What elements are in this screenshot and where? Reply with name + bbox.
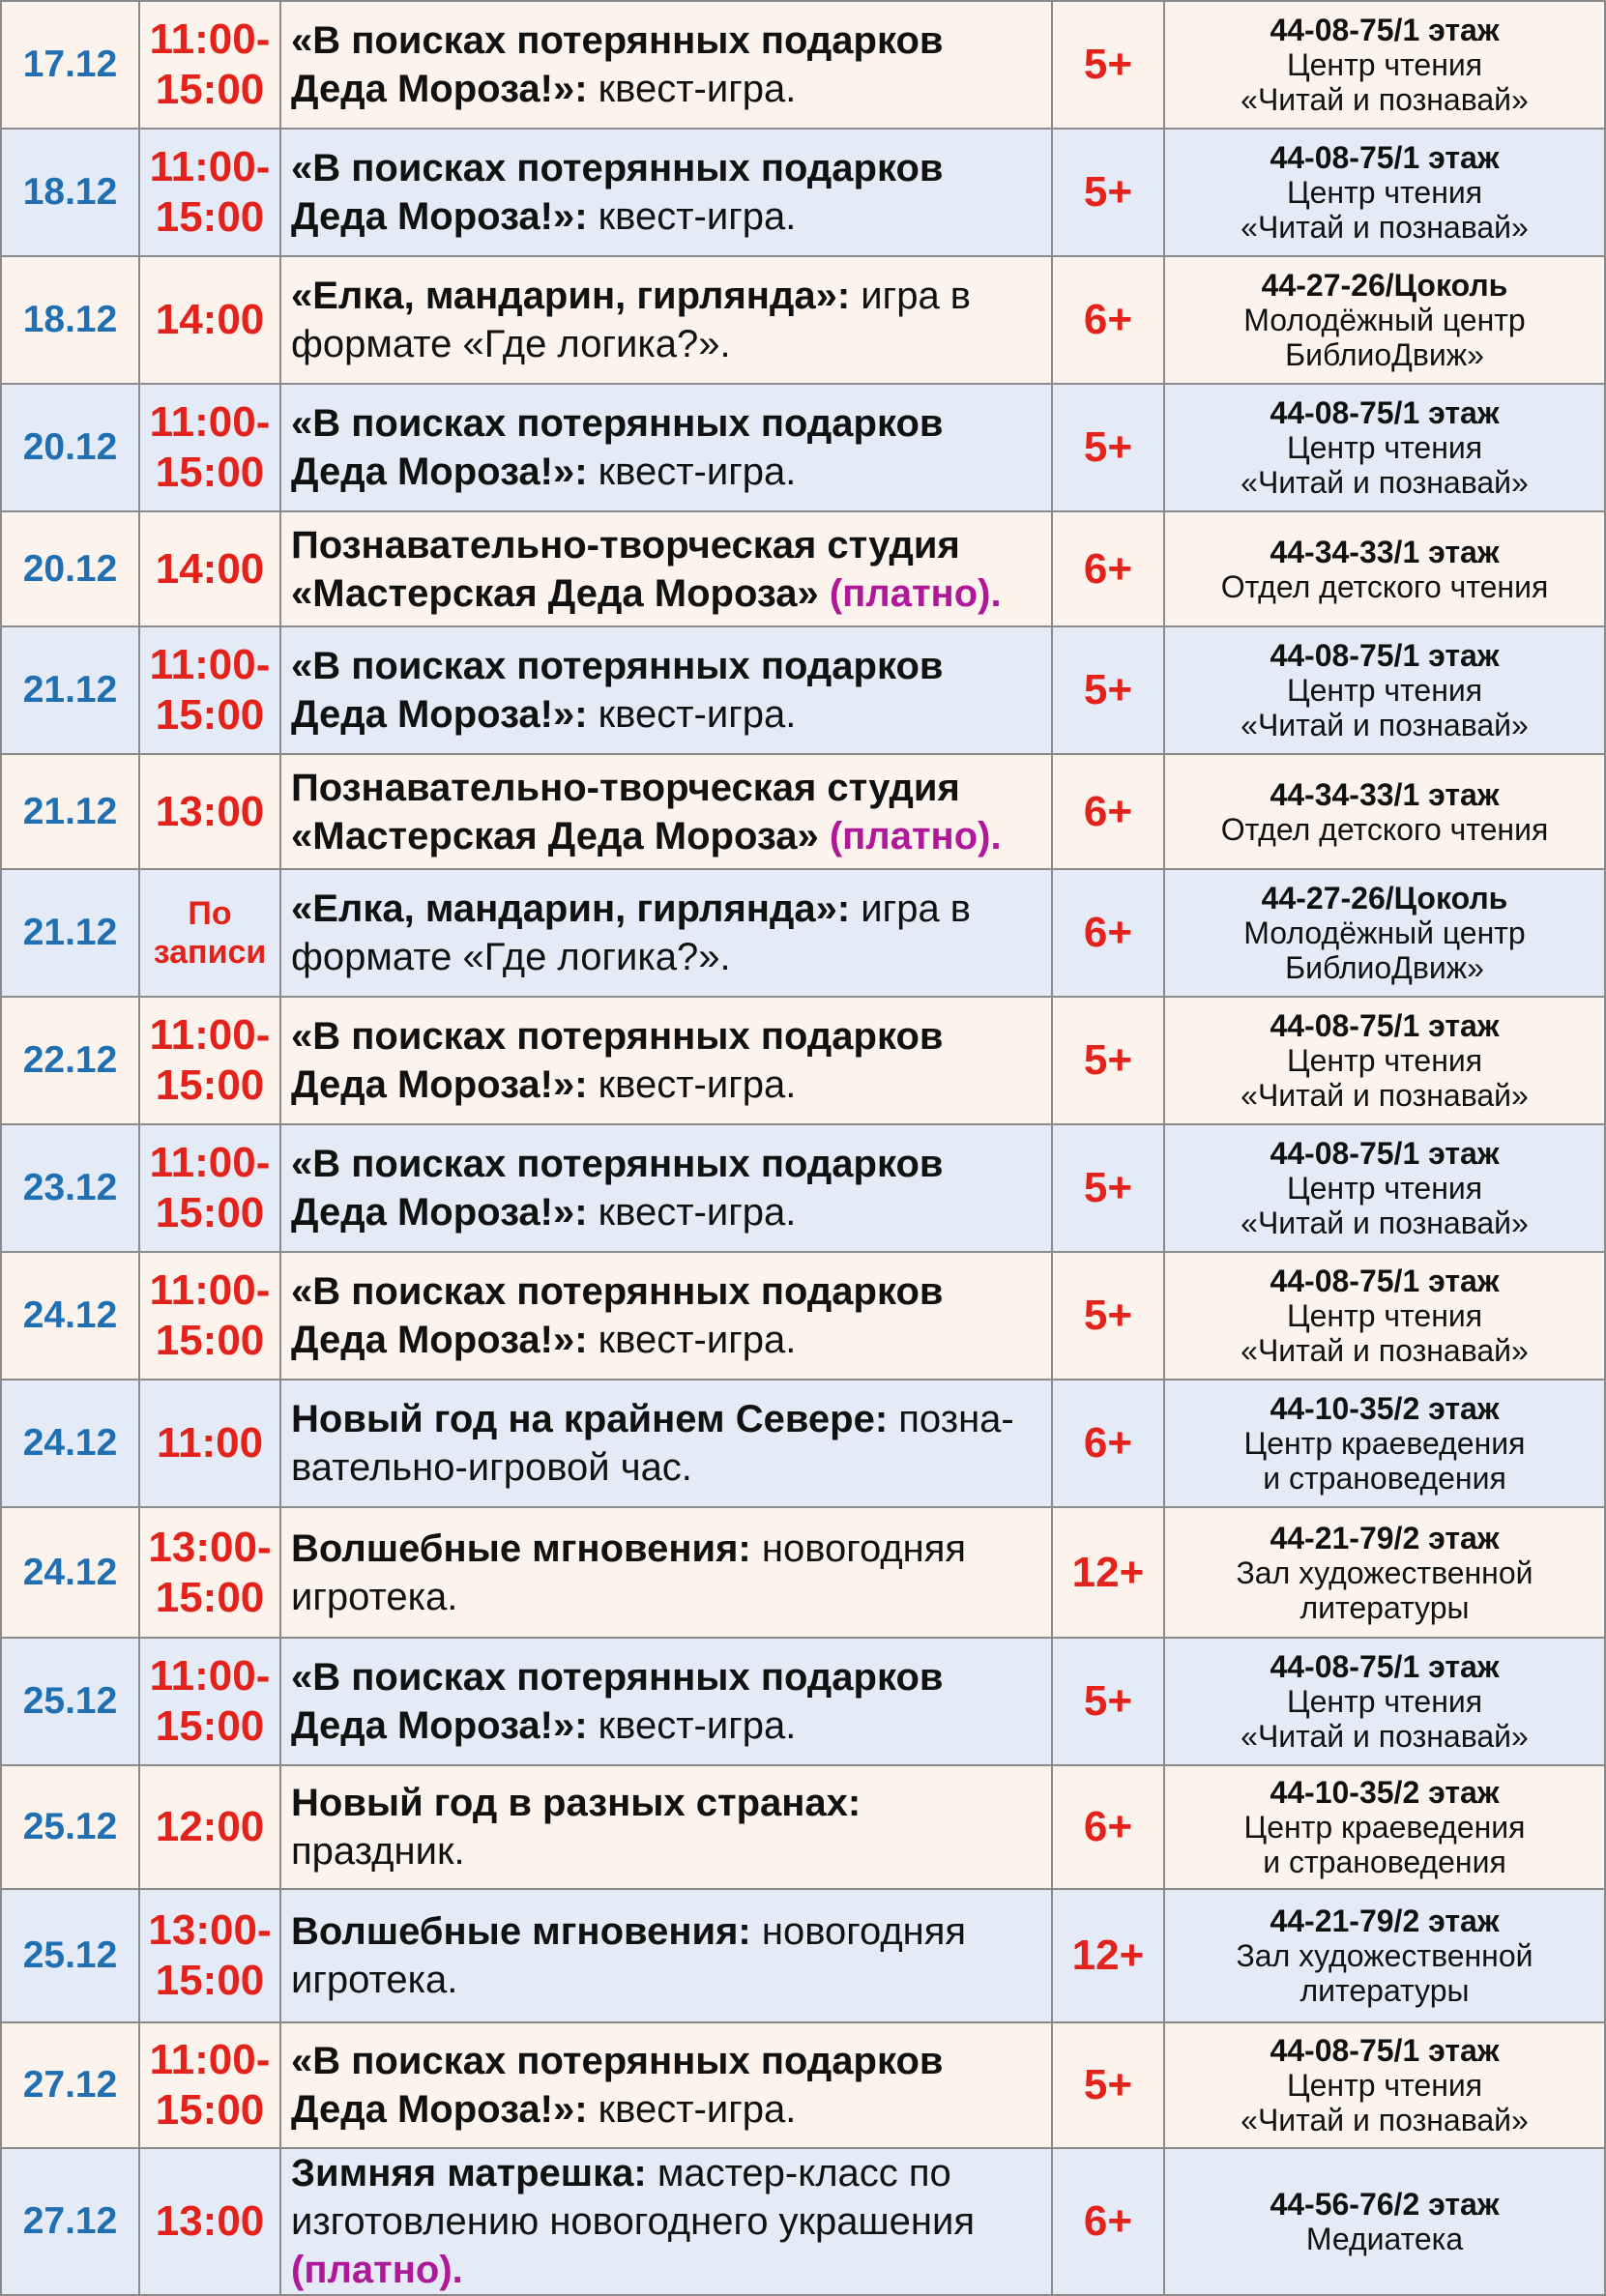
- event-location: [1164, 1252, 1605, 1380]
- event-time: [139, 997, 280, 1124]
- event-time-line: 15:00: [155, 1189, 265, 1236]
- event-title: «В поисках потерянных подарков Деда Мороза!»:: [291, 1656, 944, 1747]
- event-time: [139, 626, 280, 754]
- event-title: «В поисках потерянных подарков Деда Мороза!»:: [291, 1015, 944, 1106]
- location-name-line: Центр чтения: [1286, 1043, 1483, 1078]
- event-type: квест-игра.: [587, 450, 797, 493]
- event-time: [139, 1, 280, 129]
- location-name-line: Молодёжный центр: [1243, 915, 1526, 950]
- age-rating: 5+: [1052, 1252, 1164, 1380]
- age-rating: 5+: [1052, 997, 1164, 1124]
- location-name-line: Центр краеведения: [1243, 1810, 1526, 1845]
- table-row: [1, 1638, 1605, 1765]
- event-title: Волшебные мгновения:: [291, 1910, 751, 1953]
- event-location: [1164, 1380, 1605, 1507]
- event-location: [1164, 129, 1605, 256]
- event-title: «В поисках потерянных подарков Деда Мороза!»:: [291, 147, 944, 238]
- event-title: Зимняя матрешка:: [291, 2152, 647, 2194]
- age-rating: 6+: [1052, 2148, 1164, 2295]
- event-location: [1164, 1889, 1605, 2022]
- location-name-line: «Читай и познавай»: [1241, 210, 1529, 245]
- location-phone-floor: 44-08-75/1 этаж: [1270, 1008, 1500, 1043]
- location-phone-floor: 44-10-35/2 этаж: [1270, 1391, 1500, 1426]
- event-time-line: 15:00: [155, 1702, 265, 1750]
- event-location: [1164, 997, 1605, 1124]
- event-location: [1164, 384, 1605, 511]
- location-name-line: и страноведения: [1263, 1461, 1506, 1496]
- event-time: [139, 256, 280, 384]
- location-name-line: «Читай и познавай»: [1241, 708, 1529, 742]
- location-name-line: Центр чтения: [1286, 1171, 1483, 1206]
- event-description: [280, 129, 1052, 256]
- event-description: [280, 256, 1052, 384]
- age-rating: 6+: [1052, 511, 1164, 626]
- event-type: квест-игра.: [587, 2088, 797, 2131]
- event-date: 17.12: [1, 1, 139, 129]
- event-time-line: 15:00: [155, 691, 265, 739]
- event-type: праздник.: [291, 1830, 465, 1873]
- location-phone-floor: 44-21-79/2 этаж: [1270, 1520, 1500, 1555]
- location-phone-floor: 44-08-75/1 этаж: [1270, 1649, 1500, 1684]
- event-time: [139, 129, 280, 256]
- event-description: [280, 869, 1052, 997]
- event-title: Волшебные мгновения:: [291, 1526, 751, 1570]
- location-name-line: Зал художественной: [1236, 1938, 1533, 1973]
- event-location: [1164, 626, 1605, 754]
- table-row: [1, 1765, 1605, 1889]
- event-time: [139, 1252, 280, 1380]
- location-phone-floor: 44-34-33/1 этаж: [1270, 776, 1500, 812]
- event-date: 21.12: [1, 626, 139, 754]
- event-title: «В поисках потерянных подарков Деда Мороза!»:: [291, 1143, 944, 1234]
- table-row: [1, 1252, 1605, 1380]
- event-time-line: 14:00: [155, 296, 265, 343]
- event-type: квест-игра.: [587, 1704, 797, 1747]
- location-phone-floor: 44-08-75/1 этаж: [1270, 1264, 1500, 1298]
- table-row: [1, 754, 1605, 869]
- location-name-line: «Читай и познавай»: [1241, 1719, 1529, 1754]
- event-description: [280, 511, 1052, 626]
- event-date: 24.12: [1, 1507, 139, 1638]
- event-time-line: записи: [153, 934, 267, 971]
- event-date: 27.12: [1, 2022, 139, 2148]
- location-name-line: Медиатека: [1305, 2222, 1464, 2256]
- location-name-line: Центр чтения: [1286, 47, 1483, 82]
- location-phone-floor: 44-56-76/2 этаж: [1270, 2187, 1500, 2222]
- event-time-line: По: [188, 895, 232, 932]
- age-rating: 12+: [1052, 1889, 1164, 2022]
- event-date: 20.12: [1, 511, 139, 626]
- event-description: [280, 1380, 1052, 1507]
- event-time-line: 11:00-: [149, 2036, 271, 2083]
- event-type: позна-вательно-игровой час.: [291, 1398, 1014, 1489]
- event-title: «В поисках потерянных подарков Деда Мороза!»:: [291, 402, 944, 493]
- event-time-line: 13:00: [155, 2197, 265, 2245]
- event-description: [280, 626, 1052, 754]
- location-name-line: Центр чтения: [1286, 2068, 1483, 2103]
- event-time-line: 13:00-: [148, 1523, 272, 1571]
- event-description: [280, 1889, 1052, 2022]
- event-time: [139, 2148, 280, 2295]
- event-time-line: 15:00: [155, 2086, 265, 2134]
- event-title: «В поисках потерянных подарков Деда Мороза!»:: [291, 645, 944, 736]
- location-name-line: «Читай и познавай»: [1241, 2103, 1529, 2137]
- event-date: 21.12: [1, 754, 139, 869]
- location-name-line: и страноведения: [1263, 1845, 1506, 1879]
- event-date: 20.12: [1, 384, 139, 511]
- location-phone-floor: 44-08-75/1 этаж: [1270, 140, 1500, 175]
- event-title: «Елка, мандарин, гирлянда»:: [291, 275, 851, 317]
- paid-label: (платно).: [818, 571, 1002, 615]
- event-location: [1164, 754, 1605, 869]
- event-description: [280, 1638, 1052, 1765]
- table-row: [1, 869, 1605, 997]
- location-name-line: Центр чтения: [1286, 1684, 1483, 1719]
- location-name-line: «Читай и познавай»: [1241, 465, 1529, 500]
- event-location: [1164, 869, 1605, 997]
- location-name-line: Центр чтения: [1286, 430, 1483, 465]
- location-phone-floor: 44-21-79/2 этаж: [1270, 1904, 1500, 1938]
- event-location: [1164, 1124, 1605, 1252]
- event-time: [139, 754, 280, 869]
- age-rating: 6+: [1052, 869, 1164, 997]
- event-time-line: 15:00: [155, 1957, 265, 2004]
- table-row: [1, 997, 1605, 1124]
- table-row: [1, 384, 1605, 511]
- event-date: 21.12: [1, 869, 139, 997]
- event-type: квест-игра.: [587, 1191, 797, 1234]
- event-description: [280, 754, 1052, 869]
- table-row: [1, 511, 1605, 626]
- event-time: [139, 511, 280, 626]
- event-time: [139, 1380, 280, 1507]
- event-date: 18.12: [1, 129, 139, 256]
- event-time-line: 15:00: [155, 1573, 265, 1621]
- location-phone-floor: 44-08-75/1 этаж: [1270, 1136, 1500, 1171]
- location-phone-floor: 44-10-35/2 этаж: [1270, 1775, 1500, 1810]
- event-type: квест-игра.: [587, 693, 797, 736]
- location-phone-floor: 44-27-26/Цоколь: [1261, 268, 1508, 303]
- table-row: [1, 256, 1605, 384]
- event-type: игра в формате «Где логика?».: [291, 887, 972, 978]
- location-name-line: Отдел детского чтения: [1220, 568, 1549, 604]
- event-time-line: 11:00-: [149, 15, 271, 63]
- age-rating: 6+: [1052, 754, 1164, 869]
- location-phone-floor: 44-34-33/1 этаж: [1270, 534, 1500, 569]
- age-rating: 5+: [1052, 1, 1164, 129]
- table-row: [1, 1889, 1605, 2022]
- event-location: [1164, 1765, 1605, 1889]
- location-name-line: литературы: [1299, 1973, 1470, 2008]
- event-type: новогодняя игротека.: [291, 1526, 967, 1618]
- table-row: [1, 1, 1605, 129]
- table-row: [1, 129, 1605, 256]
- event-location: [1164, 1507, 1605, 1638]
- event-time: [139, 2022, 280, 2148]
- event-description: [280, 1765, 1052, 1889]
- event-location: [1164, 256, 1605, 384]
- event-time-line: 11:00-: [149, 1652, 271, 1700]
- location-name-line: Центр чтения: [1286, 1298, 1483, 1333]
- event-type: мастер-класс по изготовлению новогоднего украшения: [291, 2152, 975, 2243]
- event-time-line: 15:00: [155, 193, 265, 241]
- table-row: [1, 626, 1605, 754]
- event-title: Новый год в разных странах:: [291, 1782, 861, 1824]
- location-name-line: литературы: [1299, 1589, 1470, 1625]
- location-name-line: «Читай и познавай»: [1241, 1078, 1529, 1113]
- event-time-line: 12:00: [155, 1803, 265, 1850]
- table-row: [1, 2148, 1605, 2295]
- paid-label: (платно).: [291, 2249, 463, 2291]
- event-location: [1164, 2148, 1605, 2295]
- table-row: [1, 1380, 1605, 1507]
- event-time-line: 13:00: [155, 787, 265, 835]
- age-rating: 5+: [1052, 384, 1164, 511]
- age-rating: 6+: [1052, 1380, 1164, 1507]
- age-rating: 5+: [1052, 129, 1164, 256]
- event-description: [280, 1252, 1052, 1380]
- event-time-line: 15:00: [155, 1061, 265, 1109]
- event-time-line: 11:00-: [149, 143, 271, 190]
- location-phone-floor: 44-27-26/Цоколь: [1261, 881, 1508, 915]
- paid-label: (платно).: [818, 814, 1002, 857]
- event-time-line: 11:00-: [149, 1139, 271, 1186]
- location-name-line: Отдел детского чтения: [1220, 811, 1549, 847]
- event-time-line: 15:00: [155, 66, 265, 113]
- event-time: [139, 869, 280, 997]
- location-phone-floor: 44-08-75/1 этаж: [1270, 395, 1500, 430]
- event-location: [1164, 1638, 1605, 1765]
- location-name-line: Центр чтения: [1286, 673, 1483, 708]
- event-time-line: 11:00-: [149, 641, 271, 688]
- event-time-line: 15:00: [155, 449, 265, 496]
- event-type: квест-игра.: [587, 1063, 797, 1106]
- event-date: 25.12: [1, 1765, 139, 1889]
- table-row: [1, 1124, 1605, 1252]
- location-name-line: БиблиоДвиж»: [1285, 950, 1484, 985]
- event-date: 23.12: [1, 1124, 139, 1252]
- event-location: [1164, 1, 1605, 129]
- event-description: [280, 1124, 1052, 1252]
- event-type: квест-игра.: [587, 1319, 797, 1361]
- location-name-line: Центр краеведения: [1243, 1426, 1526, 1461]
- event-title: Познавательно-творческая студия «Мастерская Деда Мороза»: [291, 523, 960, 615]
- location-name-line: Центр чтения: [1286, 175, 1483, 210]
- schedule-body: [1, 1, 1605, 2295]
- age-rating: 6+: [1052, 256, 1164, 384]
- location-phone-floor: 44-08-75/1 этаж: [1270, 638, 1500, 673]
- location-name-line: «Читай и познавай»: [1241, 82, 1529, 117]
- age-rating: 5+: [1052, 626, 1164, 754]
- event-time: [139, 1638, 280, 1765]
- event-title: «В поисках потерянных подарков Деда Мороза!»:: [291, 19, 944, 110]
- event-type: новогодняя игротека.: [291, 1910, 967, 2001]
- age-rating: 5+: [1052, 2022, 1164, 2148]
- event-description: [280, 2022, 1052, 2148]
- event-date: 18.12: [1, 256, 139, 384]
- event-date: 25.12: [1, 1638, 139, 1765]
- event-time-line: 15:00: [155, 1317, 265, 1364]
- event-time: [139, 1507, 280, 1638]
- location-name-line: БиблиоДвиж»: [1285, 337, 1484, 372]
- event-description: [280, 2148, 1052, 2295]
- event-title: Новый год на крайнем Севере:: [291, 1398, 889, 1440]
- location-name-line: Зал художественной: [1236, 1555, 1533, 1590]
- event-date: 22.12: [1, 997, 139, 1124]
- event-type: квест-игра.: [587, 68, 797, 110]
- location-name-line: «Читай и познавай»: [1241, 1206, 1529, 1240]
- event-time-line: 11:00-: [149, 1011, 271, 1059]
- event-time: [139, 1124, 280, 1252]
- age-rating: 12+: [1052, 1507, 1164, 1638]
- location-phone-floor: 44-08-75/1 этаж: [1270, 13, 1500, 47]
- event-time-line: 11:00-: [149, 398, 271, 446]
- event-time: [139, 1889, 280, 2022]
- location-phone-floor: 44-08-75/1 этаж: [1270, 2033, 1500, 2068]
- location-name-line: Молодёжный центр: [1243, 303, 1526, 337]
- event-type: квест-игра.: [587, 195, 797, 238]
- event-date: 27.12: [1, 2148, 139, 2295]
- event-description: [280, 384, 1052, 511]
- event-time-line: 11:00-: [149, 1266, 271, 1314]
- event-time-line: 14:00: [155, 544, 265, 593]
- event-title: «В поисках потерянных подарков Деда Мороза!»:: [291, 2040, 944, 2131]
- event-time: [139, 384, 280, 511]
- table-row: [1, 1507, 1605, 1638]
- event-date: 24.12: [1, 1380, 139, 1507]
- event-date: 24.12: [1, 1252, 139, 1380]
- event-description: [280, 1, 1052, 129]
- event-location: [1164, 511, 1605, 626]
- event-location: [1164, 2022, 1605, 2148]
- location-name-line: «Читай и познавай»: [1241, 1333, 1529, 1368]
- age-rating: 6+: [1052, 1765, 1164, 1889]
- age-rating: 5+: [1052, 1124, 1164, 1252]
- event-time-line: 13:00-: [148, 1906, 272, 1954]
- age-rating: 5+: [1052, 1638, 1164, 1765]
- table-row: [1, 2022, 1605, 2148]
- event-date: 25.12: [1, 1889, 139, 2022]
- event-title: Познавательно-творческая студия «Мастерская Деда Мороза»: [291, 766, 960, 857]
- event-description: [280, 997, 1052, 1124]
- event-time-line: 11:00: [156, 1419, 264, 1467]
- event-type: игра в формате «Где логика?».: [291, 275, 972, 365]
- event-title: «Елка, мандарин, гирлянда»:: [291, 887, 851, 930]
- event-time: [139, 1765, 280, 1889]
- event-description: [280, 1507, 1052, 1638]
- event-title: «В поисках потерянных подарков Деда Мороза!»:: [291, 1270, 944, 1361]
